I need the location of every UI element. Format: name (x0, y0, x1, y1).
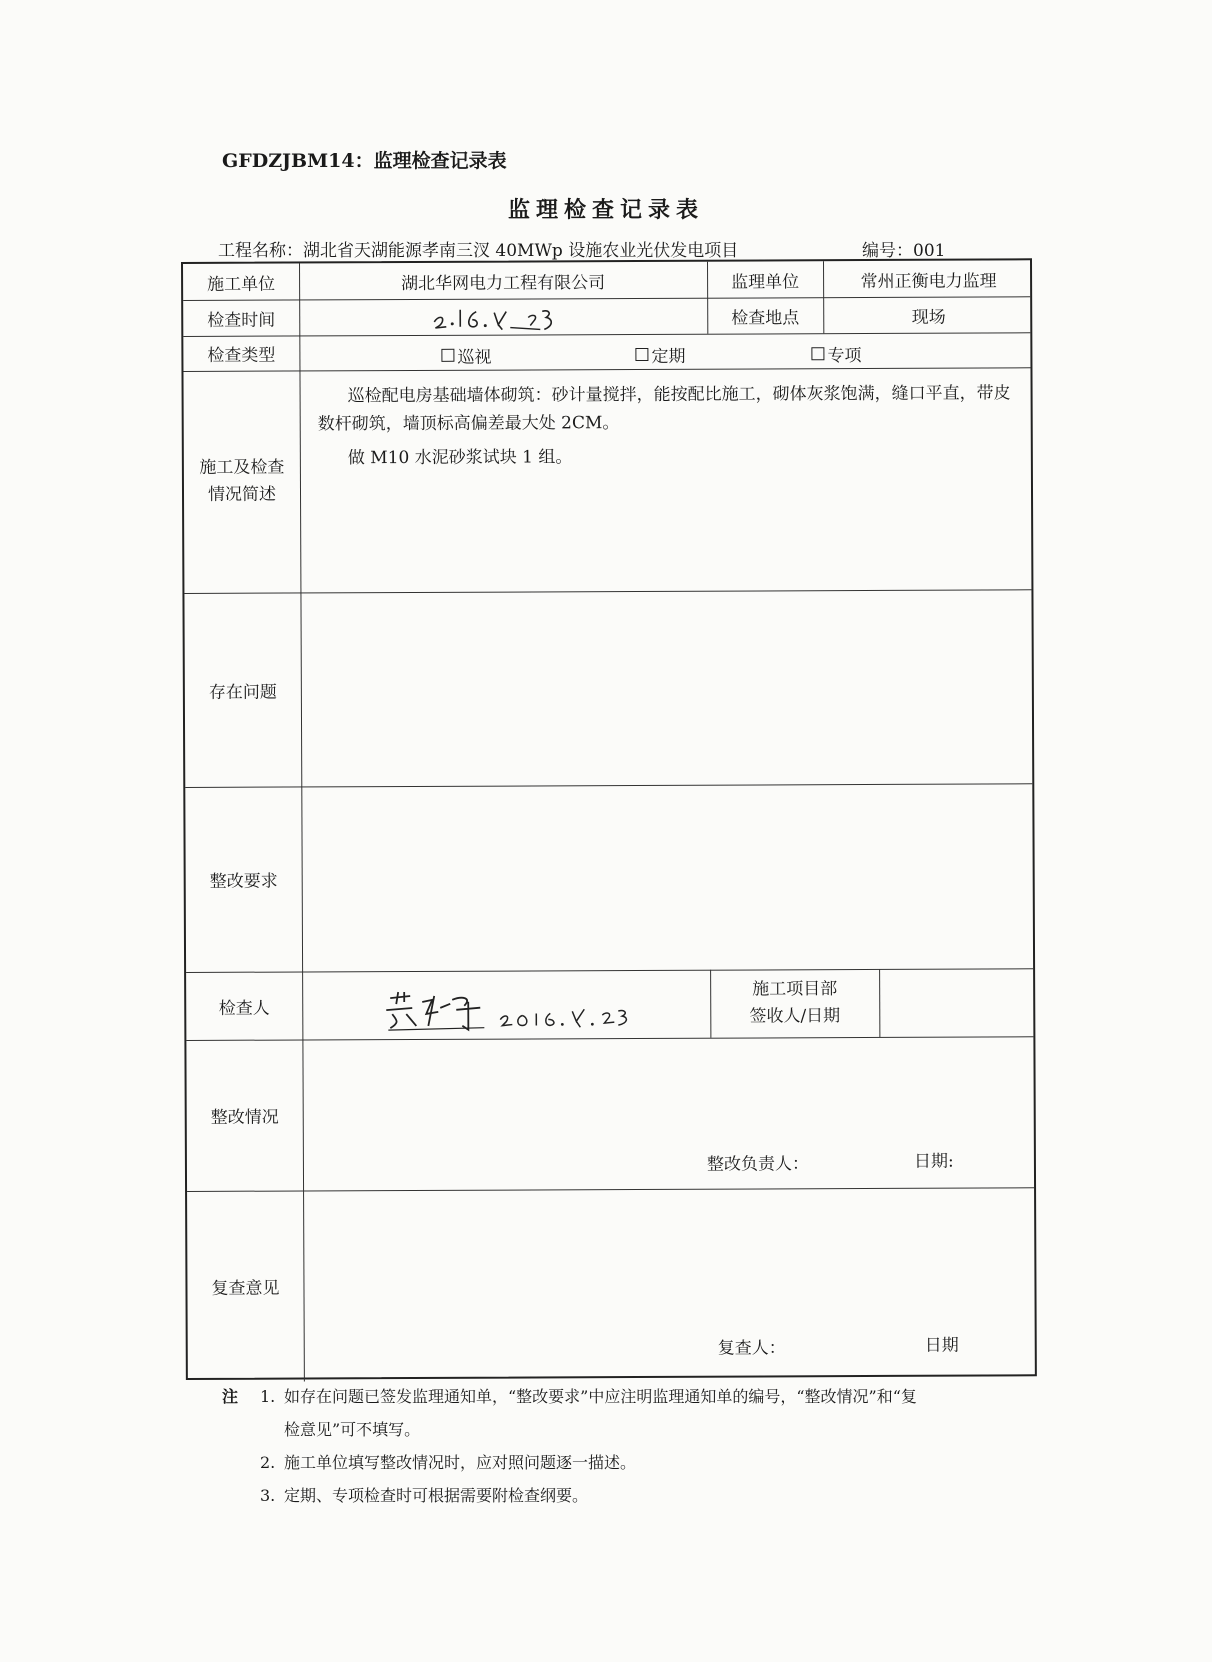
receipt-label (710, 969, 879, 1038)
recheck-label: 复查意见 (211, 1278, 280, 1299)
type-special-checkbox[interactable] (811, 341, 861, 366)
recheck-date-label: 日期 (924, 1335, 959, 1356)
rectification-date-label: 日期: (913, 1151, 954, 1172)
supervision-unit-value: 常州正衡电力监理 (860, 270, 997, 292)
description-label-line2: 情况简述 (207, 484, 277, 505)
problems-label: 存在问题 (208, 682, 277, 703)
note-item-3 (222, 1479, 1042, 1512)
note-number: 3. (260, 1486, 276, 1505)
construction-unit-value: 湖北华网电力工程有限公司 (401, 272, 606, 294)
note-text: 如存在问题已签发监理通知单，“整改要求”中应注明监理通知单的编号，“整改情况”和“复 (284, 1387, 917, 1406)
notes-mark: 注 (222, 1387, 239, 1406)
notes-section (222, 1380, 1042, 1512)
note-number: 1. (260, 1387, 276, 1406)
description-label (183, 370, 300, 593)
inspection-form-table (181, 258, 1037, 1380)
description-content (318, 379, 1018, 478)
inspection-type-label: 检查类型 (207, 345, 276, 366)
inspection-time-value (299, 298, 707, 336)
description-label-line1: 施工及检查 (199, 457, 285, 478)
handwritten-date-icon (428, 299, 578, 334)
rectification-requirement-label: 整改要求 (209, 871, 278, 892)
receipt-label-line2: 签收人/日期 (749, 1006, 841, 1027)
project-name-value: 湖北省天湖能源孝南三汊 40MWp 设施农业光伏发电项目 (303, 241, 739, 261)
checkbox-icon (441, 349, 454, 362)
checkbox-icon (811, 347, 824, 360)
checkbox-icon (635, 348, 648, 361)
document-code: GFDZJBM14：监理检查记录表 (222, 150, 507, 172)
type-periodic-checkbox[interactable] (635, 342, 685, 367)
description-paragraph-1: 巡检配电房基础墙体砌筑：砂计量搅拌，能按配比施工，砌体灰浆饱满，缝口平直，带皮数杆砌筑，墙顶标高偏差最大处 2CM。 (317, 383, 1011, 435)
inspection-place-value: 现场 (911, 307, 946, 328)
receipt-label-line1: 施工项目部 (752, 979, 838, 1000)
type-periodic-label: 定期 (651, 346, 686, 367)
inspector-signature-field (302, 970, 710, 1040)
description-paragraph-2: 做 M10 水泥砂浆试块 1 组。 (347, 447, 573, 469)
rectification-requirement-field[interactable] (301, 783, 1037, 971)
handwritten-signature-icon (376, 987, 636, 1036)
type-special-label: 专项 (827, 346, 862, 367)
serial-value: 001 (913, 241, 946, 261)
inspection-place-label: 检查地点 (731, 307, 800, 329)
inspector-label: 检查人 (218, 998, 270, 1019)
type-patrol-label: 巡视 (457, 347, 492, 368)
project-name-label: 工程名称： (218, 241, 303, 261)
supervision-unit-label: 监理单位 (731, 271, 800, 293)
rectification-status-label: 整改情况 (210, 1107, 279, 1128)
construction-unit-label: 施工单位 (207, 274, 276, 295)
note-number: 2. (260, 1453, 276, 1472)
type-patrol-checkbox[interactable] (441, 343, 491, 368)
note-text: 定期、专项检查时可根据需要附检查纲要。 (284, 1486, 589, 1505)
serial-label: 编号： (862, 241, 913, 261)
project-name (218, 236, 738, 261)
rectification-person-label: 整改负责人： (706, 1154, 809, 1175)
note-text: 施工单位填写整改情况时，应对照问题逐一描述。 (284, 1453, 637, 1472)
inspection-time-label: 检查时间 (207, 310, 276, 331)
note-item-1 (222, 1380, 1042, 1413)
note-text-continued: 检意见”可不填写。 (284, 1420, 421, 1439)
problems-field[interactable] (300, 589, 1036, 786)
receipt-signature-field[interactable] (879, 968, 1037, 1037)
serial-number (862, 236, 945, 261)
note-item-2 (222, 1446, 1042, 1479)
recheck-person-label: 复查人： (717, 1338, 786, 1359)
document-title: 监理检查记录表 (507, 197, 704, 223)
